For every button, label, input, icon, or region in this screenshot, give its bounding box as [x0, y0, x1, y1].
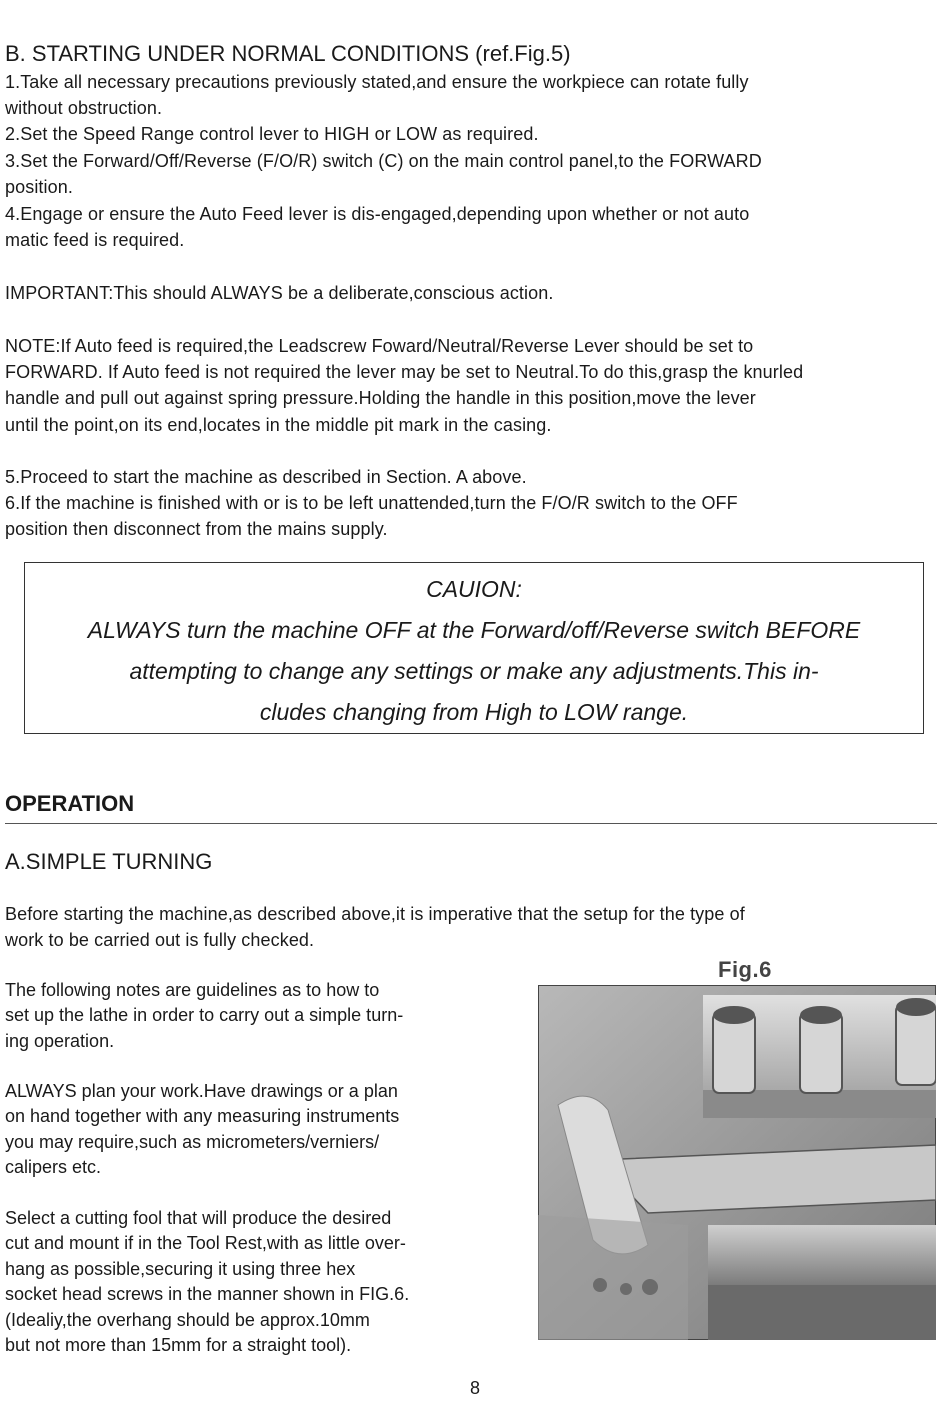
caution-line: attempting to change any settings or make any adjustments.This in- [129, 658, 819, 684]
guideline-line: cut and mount if in the Tool Rest,with as little over- [5, 1233, 406, 1253]
guideline-line: ALWAYS plan your work.Have drawings or a plan [5, 1081, 398, 1101]
section-b-line: 5.Proceed to start the machine as described in Section. A above. [5, 467, 527, 487]
note-line: FORWARD. If Auto feed is not required the lever may be set to Neutral.To do this,grasp the knurled [5, 362, 804, 382]
guideline-line: hang as possible,securing it using three hex [5, 1259, 356, 1279]
important-note: IMPORTANT:This should ALWAYS be a deliberate,conscious action. [5, 283, 554, 303]
guideline-line: you may require,such as micrometers/verniers/ [5, 1132, 380, 1152]
caution-line: ALWAYS turn the machine OFF at the Forward/off/Reverse switch BEFORE [87, 617, 861, 643]
operation-heading: OPERATION [5, 791, 135, 816]
note-line: NOTE:If Auto feed is required,the Leadscrew Foward/Neutral/Reverse Lever should be set to [5, 336, 754, 356]
section-b-line: 1.Take all necessary precautions previously stated,and ensure the workpiece can rotate fully [5, 72, 749, 92]
guideline-line: The following notes are guidelines as to how to [5, 980, 380, 1000]
section-b-line: 6.If the machine is finished with or is to be left unattended,turn the F/O/R switch to the OFF [5, 493, 738, 513]
guideline-line: set up the lathe in order to carry out a simple turn- [5, 1005, 404, 1025]
guideline-line: ing operation. [5, 1031, 115, 1051]
caution-box [24, 562, 924, 734]
section-divider [5, 823, 937, 824]
note-line: handle and pull out against spring pressure.Holding the handle in this position,move the lever [5, 388, 756, 408]
section-b-line: without obstruction. [5, 98, 163, 118]
section-b-heading: B. STARTING UNDER NORMAL CONDITIONS (ref.Fig.5) [5, 41, 571, 66]
section-b-line: matic feed is required. [5, 230, 185, 250]
guideline-line: on hand together with any measuring instruments [5, 1106, 400, 1126]
caution-title: CAUION: [426, 576, 522, 602]
section-b-line: 4.Engage or ensure the Auto Feed lever is dis-engaged,depending upon whether or not auto [5, 204, 750, 224]
page-number: 8 [469, 1378, 480, 1398]
tool-rest-photo [538, 985, 936, 1340]
intro-line: Before starting the machine,as described above,it is imperative that the setup for the type of [5, 904, 745, 924]
caution-line: cludes changing from High to LOW range. [259, 699, 689, 725]
guideline-line: Select a cutting fool that will produce the desired [5, 1208, 392, 1228]
section-b-line: 3.Set the Forward/Off/Reverse (F/O/R) switch (C) on the main control panel,to the FORWARD [5, 151, 762, 171]
guideline-line: but not more than 15mm for a straight tool). [5, 1335, 352, 1355]
section-b-line: position. [5, 177, 73, 197]
simple-turning-heading: A.SIMPLE TURNING [5, 849, 213, 874]
section-b-line: position then disconnect from the mains supply. [5, 519, 388, 539]
guideline-line: socket head screws in the manner shown in FIG.6. [5, 1284, 410, 1304]
note-line: until the point,on its end,locates in the middle pit mark in the casing. [5, 415, 552, 435]
guideline-line: calipers etc. [5, 1157, 102, 1177]
figure-label: Fig.6 [718, 957, 772, 982]
section-b-line: 2.Set the Speed Range control lever to HIGH or LOW as required. [5, 124, 539, 144]
guideline-line: (Idealiy,the overhang should be approx.10mm [5, 1310, 370, 1330]
intro-line: work to be carried out is fully checked. [5, 930, 315, 950]
